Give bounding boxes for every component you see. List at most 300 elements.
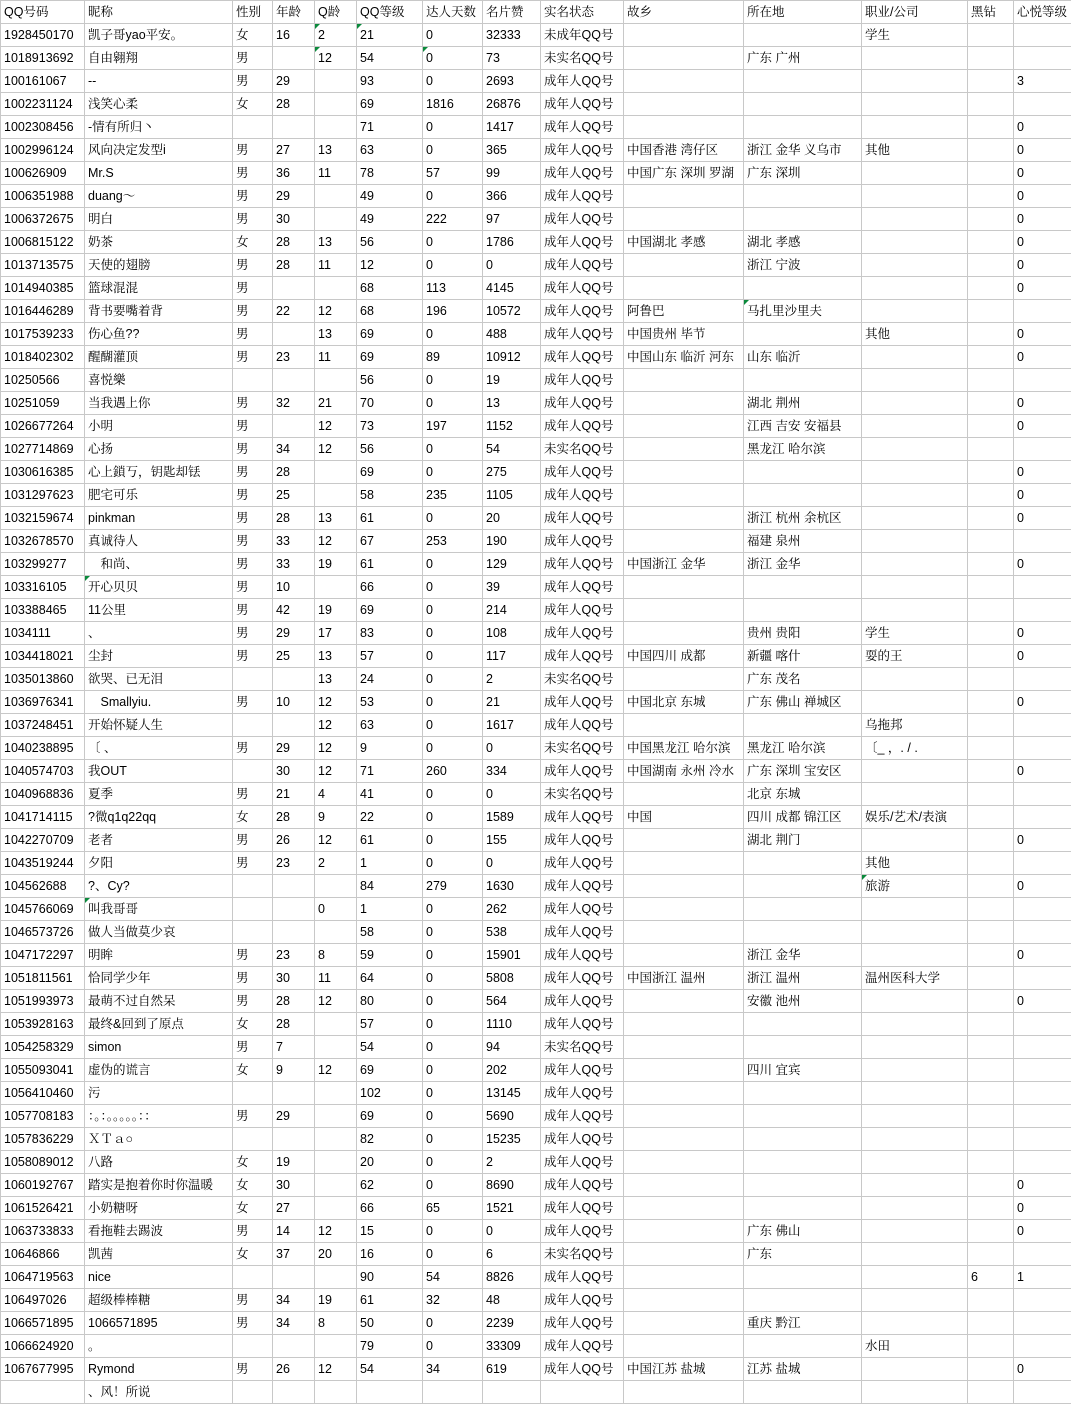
cell-r41-c13[interactable] (1014, 967, 1071, 990)
cell-r39-c0[interactable]: 1046573726 (1, 921, 85, 944)
cell-r55-c8[interactable]: 成年人QQ号 (541, 1289, 624, 1312)
cell-r37-c9[interactable] (624, 875, 744, 898)
cell-r23-c10[interactable]: 浙江 金华 (744, 553, 862, 576)
cell-r18-c12[interactable] (968, 438, 1014, 461)
cell-r37-c11[interactable]: 旅游 (862, 875, 968, 898)
table-row[interactable] (1, 760, 1071, 783)
table-row[interactable] (1, 829, 1071, 852)
cell-r37-c10[interactable] (744, 875, 862, 898)
cell-r18-c0[interactable]: 1027714869 (1, 438, 85, 461)
cell-r39-c9[interactable] (624, 921, 744, 944)
cell-r59-c1[interactable]: 、风！所说 (85, 1381, 233, 1404)
cell-r9-c10[interactable]: 湖北 孝感 (744, 231, 862, 254)
cell-r58-c4[interactable]: 12 (315, 1358, 357, 1381)
cell-r27-c8[interactable]: 成年人QQ号 (541, 645, 624, 668)
cell-r42-c13[interactable]: 0 (1014, 990, 1071, 1013)
cell-r12-c10[interactable]: 马扎里沙里夫 (744, 300, 862, 323)
cell-r4-c10[interactable] (744, 116, 862, 139)
cell-r8-c7[interactable]: 97 (483, 208, 541, 231)
cell-r44-c13[interactable] (1014, 1036, 1071, 1059)
cell-r13-c8[interactable]: 成年人QQ号 (541, 323, 624, 346)
cell-r42-c12[interactable] (968, 990, 1014, 1013)
cell-r35-c8[interactable]: 成年人QQ号 (541, 829, 624, 852)
cell-r43-c6[interactable]: 0 (423, 1013, 483, 1036)
cell-r7-c5[interactable]: 49 (357, 185, 423, 208)
cell-r14-c3[interactable]: 23 (273, 346, 315, 369)
cell-r19-c13[interactable]: 0 (1014, 461, 1071, 484)
table-row[interactable] (1, 875, 1071, 898)
cell-r46-c1[interactable]: 污 (85, 1082, 233, 1105)
cell-r37-c3[interactable] (273, 875, 315, 898)
cell-r24-c1[interactable]: 开心贝贝 (85, 576, 233, 599)
cell-r45-c3[interactable]: 9 (273, 1059, 315, 1082)
cell-r41-c11[interactable]: 温州医科大学 (862, 967, 968, 990)
cell-r5-c8[interactable]: 成年人QQ号 (541, 139, 624, 162)
cell-r24-c3[interactable]: 10 (273, 576, 315, 599)
table-row[interactable] (1, 1335, 1071, 1358)
cell-r44-c5[interactable]: 54 (357, 1036, 423, 1059)
cell-r14-c12[interactable] (968, 346, 1014, 369)
cell-r35-c6[interactable]: 0 (423, 829, 483, 852)
cell-r18-c7[interactable]: 54 (483, 438, 541, 461)
cell-r4-c11[interactable] (862, 116, 968, 139)
cell-r37-c5[interactable]: 84 (357, 875, 423, 898)
cell-r46-c4[interactable] (315, 1082, 357, 1105)
cell-r54-c2[interactable] (233, 1266, 273, 1289)
cell-r31-c11[interactable]: 〔_ ，. / . (862, 737, 968, 760)
cell-r47-c8[interactable]: 成年人QQ号 (541, 1105, 624, 1128)
cell-r9-c2[interactable]: 女 (233, 231, 273, 254)
cell-r31-c8[interactable]: 未实名QQ号 (541, 737, 624, 760)
cell-r17-c1[interactable]: 小明 (85, 415, 233, 438)
cell-r47-c0[interactable]: 1057708183 (1, 1105, 85, 1128)
cell-r3-c4[interactable] (315, 93, 357, 116)
cell-r5-c11[interactable]: 其他 (862, 139, 968, 162)
cell-r34-c5[interactable]: 22 (357, 806, 423, 829)
cell-r30-c12[interactable] (968, 714, 1014, 737)
cell-r11-c11[interactable] (862, 277, 968, 300)
cell-r17-c3[interactable] (273, 415, 315, 438)
cell-r51-c8[interactable]: 成年人QQ号 (541, 1197, 624, 1220)
cell-r43-c3[interactable]: 28 (273, 1013, 315, 1036)
cell-r42-c1[interactable]: 最萌不过自然呆 (85, 990, 233, 1013)
cell-r18-c2[interactable]: 男 (233, 438, 273, 461)
cell-r47-c2[interactable]: 男 (233, 1105, 273, 1128)
cell-r32-c12[interactable] (968, 760, 1014, 783)
cell-r39-c6[interactable]: 0 (423, 921, 483, 944)
cell-r27-c5[interactable]: 57 (357, 645, 423, 668)
cell-r12-c1[interactable]: 背书要嘴着背 (85, 300, 233, 323)
cell-r23-c1[interactable]: 和尚、 (85, 553, 233, 576)
cell-r17-c6[interactable]: 197 (423, 415, 483, 438)
cell-r56-c6[interactable]: 0 (423, 1312, 483, 1335)
cell-r38-c6[interactable]: 0 (423, 898, 483, 921)
cell-r21-c2[interactable]: 男 (233, 507, 273, 530)
cell-r55-c3[interactable]: 34 (273, 1289, 315, 1312)
cell-r54-c1[interactable]: nice (85, 1266, 233, 1289)
cell-r9-c4[interactable]: 13 (315, 231, 357, 254)
cell-r37-c1[interactable]: ?、Cy? (85, 875, 233, 898)
cell-r58-c7[interactable]: 619 (483, 1358, 541, 1381)
cell-r24-c10[interactable] (744, 576, 862, 599)
cell-r48-c11[interactable] (862, 1128, 968, 1151)
cell-r19-c9[interactable] (624, 461, 744, 484)
cell-r40-c9[interactable] (624, 944, 744, 967)
cell-r46-c8[interactable]: 成年人QQ号 (541, 1082, 624, 1105)
table-row[interactable] (1, 1174, 1071, 1197)
cell-r44-c10[interactable] (744, 1036, 862, 1059)
cell-r50-c3[interactable]: 30 (273, 1174, 315, 1197)
cell-r31-c10[interactable]: 黑龙江 哈尔滨 (744, 737, 862, 760)
cell-r56-c8[interactable]: 成年人QQ号 (541, 1312, 624, 1335)
column-header-11[interactable]: 职业/公司 (862, 1, 968, 24)
cell-r28-c11[interactable] (862, 668, 968, 691)
cell-r0-c2[interactable]: 女 (233, 24, 273, 47)
cell-r23-c13[interactable]: 0 (1014, 553, 1071, 576)
cell-r30-c1[interactable]: 开始怀疑人生 (85, 714, 233, 737)
cell-r43-c9[interactable] (624, 1013, 744, 1036)
cell-r57-c4[interactable] (315, 1335, 357, 1358)
cell-r50-c13[interactable]: 0 (1014, 1174, 1071, 1197)
cell-r31-c2[interactable]: 男 (233, 737, 273, 760)
cell-r49-c7[interactable]: 2 (483, 1151, 541, 1174)
table-row[interactable] (1, 208, 1071, 231)
cell-r23-c12[interactable] (968, 553, 1014, 576)
cell-r32-c11[interactable] (862, 760, 968, 783)
cell-r4-c3[interactable] (273, 116, 315, 139)
cell-r18-c8[interactable]: 未实名QQ号 (541, 438, 624, 461)
cell-r11-c4[interactable] (315, 277, 357, 300)
cell-r6-c6[interactable]: 57 (423, 162, 483, 185)
cell-r48-c2[interactable] (233, 1128, 273, 1151)
cell-r41-c6[interactable]: 0 (423, 967, 483, 990)
cell-r45-c7[interactable]: 202 (483, 1059, 541, 1082)
cell-r24-c7[interactable]: 39 (483, 576, 541, 599)
cell-r33-c3[interactable]: 21 (273, 783, 315, 806)
cell-r24-c11[interactable] (862, 576, 968, 599)
cell-r45-c9[interactable] (624, 1059, 744, 1082)
cell-r6-c9[interactable]: 中国广东 深圳 罗湖 (624, 162, 744, 185)
cell-r21-c10[interactable]: 浙江 杭州 余杭区 (744, 507, 862, 530)
cell-r51-c5[interactable]: 66 (357, 1197, 423, 1220)
cell-r44-c3[interactable]: 7 (273, 1036, 315, 1059)
cell-r39-c7[interactable]: 538 (483, 921, 541, 944)
column-header-10[interactable]: 所在地 (744, 1, 862, 24)
cell-r27-c9[interactable]: 中国四川 成都 (624, 645, 744, 668)
cell-r12-c7[interactable]: 10572 (483, 300, 541, 323)
cell-r26-c2[interactable]: 男 (233, 622, 273, 645)
cell-r30-c9[interactable] (624, 714, 744, 737)
cell-r53-c6[interactable]: 0 (423, 1243, 483, 1266)
cell-r31-c7[interactable]: 0 (483, 737, 541, 760)
cell-r29-c13[interactable]: 0 (1014, 691, 1071, 714)
cell-r36-c0[interactable]: 1043519244 (1, 852, 85, 875)
cell-r43-c5[interactable]: 57 (357, 1013, 423, 1036)
cell-r50-c10[interactable] (744, 1174, 862, 1197)
cell-r54-c10[interactable] (744, 1266, 862, 1289)
cell-r10-c10[interactable]: 浙江 宁波 (744, 254, 862, 277)
cell-r26-c1[interactable]: 、 (85, 622, 233, 645)
table-row[interactable] (1, 783, 1071, 806)
column-header-0[interactable]: QQ号码 (1, 1, 85, 24)
cell-r36-c3[interactable]: 23 (273, 852, 315, 875)
cell-r5-c4[interactable]: 13 (315, 139, 357, 162)
cell-r57-c0[interactable]: 1066624920 (1, 1335, 85, 1358)
cell-r24-c6[interactable]: 0 (423, 576, 483, 599)
cell-r16-c3[interactable]: 32 (273, 392, 315, 415)
cell-r58-c11[interactable] (862, 1358, 968, 1381)
cell-r8-c13[interactable]: 0 (1014, 208, 1071, 231)
cell-r57-c5[interactable]: 79 (357, 1335, 423, 1358)
cell-r9-c9[interactable]: 中国湖北 孝感 (624, 231, 744, 254)
table-row[interactable] (1, 806, 1071, 829)
cell-r34-c8[interactable]: 成年人QQ号 (541, 806, 624, 829)
cell-r53-c5[interactable]: 16 (357, 1243, 423, 1266)
cell-r32-c0[interactable]: 1040574703 (1, 760, 85, 783)
cell-r12-c4[interactable]: 12 (315, 300, 357, 323)
cell-r1-c3[interactable] (273, 47, 315, 70)
cell-r28-c4[interactable]: 13 (315, 668, 357, 691)
cell-r30-c4[interactable]: 12 (315, 714, 357, 737)
cell-r36-c1[interactable]: 夕阳 (85, 852, 233, 875)
table-row[interactable] (1, 461, 1071, 484)
cell-r20-c4[interactable] (315, 484, 357, 507)
cell-r29-c8[interactable]: 成年人QQ号 (541, 691, 624, 714)
cell-r12-c0[interactable]: 1016446289 (1, 300, 85, 323)
cell-r53-c1[interactable]: 凯茜 (85, 1243, 233, 1266)
table-row[interactable] (1, 277, 1071, 300)
cell-r46-c6[interactable]: 0 (423, 1082, 483, 1105)
cell-r39-c8[interactable]: 成年人QQ号 (541, 921, 624, 944)
cell-r28-c7[interactable]: 2 (483, 668, 541, 691)
cell-r39-c3[interactable] (273, 921, 315, 944)
cell-r58-c0[interactable]: 1067677995 (1, 1358, 85, 1381)
cell-r59-c13[interactable] (1014, 1381, 1071, 1404)
cell-r56-c7[interactable]: 2239 (483, 1312, 541, 1335)
cell-r3-c12[interactable] (968, 93, 1014, 116)
cell-r3-c10[interactable] (744, 93, 862, 116)
cell-r50-c4[interactable] (315, 1174, 357, 1197)
cell-r26-c6[interactable]: 0 (423, 622, 483, 645)
cell-r8-c8[interactable]: 成年人QQ号 (541, 208, 624, 231)
cell-r49-c5[interactable]: 20 (357, 1151, 423, 1174)
cell-r33-c11[interactable] (862, 783, 968, 806)
cell-r33-c5[interactable]: 41 (357, 783, 423, 806)
cell-r16-c11[interactable] (862, 392, 968, 415)
cell-r42-c9[interactable] (624, 990, 744, 1013)
cell-r47-c13[interactable] (1014, 1105, 1071, 1128)
cell-r8-c5[interactable]: 49 (357, 208, 423, 231)
table-row[interactable] (1, 576, 1071, 599)
cell-r53-c11[interactable] (862, 1243, 968, 1266)
cell-r15-c3[interactable] (273, 369, 315, 392)
cell-r29-c6[interactable]: 0 (423, 691, 483, 714)
cell-r57-c12[interactable] (968, 1335, 1014, 1358)
cell-r57-c6[interactable]: 0 (423, 1335, 483, 1358)
cell-r20-c10[interactable] (744, 484, 862, 507)
cell-r56-c5[interactable]: 50 (357, 1312, 423, 1335)
cell-r40-c7[interactable]: 15901 (483, 944, 541, 967)
cell-r26-c3[interactable]: 29 (273, 622, 315, 645)
cell-r25-c11[interactable] (862, 599, 968, 622)
cell-r25-c13[interactable] (1014, 599, 1071, 622)
cell-r52-c3[interactable]: 14 (273, 1220, 315, 1243)
cell-r15-c8[interactable]: 成年人QQ号 (541, 369, 624, 392)
cell-r15-c7[interactable]: 19 (483, 369, 541, 392)
cell-r21-c4[interactable]: 13 (315, 507, 357, 530)
cell-r28-c3[interactable] (273, 668, 315, 691)
cell-r17-c13[interactable]: 0 (1014, 415, 1071, 438)
cell-r46-c9[interactable] (624, 1082, 744, 1105)
cell-r18-c6[interactable]: 0 (423, 438, 483, 461)
cell-r33-c1[interactable]: 夏季 (85, 783, 233, 806)
cell-r35-c2[interactable]: 男 (233, 829, 273, 852)
cell-r8-c2[interactable]: 男 (233, 208, 273, 231)
cell-r16-c10[interactable]: 湖北 荆州 (744, 392, 862, 415)
cell-r3-c1[interactable]: 浅笑心柔 (85, 93, 233, 116)
cell-r19-c11[interactable] (862, 461, 968, 484)
cell-r41-c2[interactable]: 男 (233, 967, 273, 990)
cell-r20-c8[interactable]: 成年人QQ号 (541, 484, 624, 507)
cell-r13-c4[interactable]: 13 (315, 323, 357, 346)
cell-r55-c1[interactable]: 超级棒棒糖 (85, 1289, 233, 1312)
cell-r47-c7[interactable]: 5690 (483, 1105, 541, 1128)
cell-r24-c4[interactable] (315, 576, 357, 599)
table-row[interactable] (1, 438, 1071, 461)
table-row[interactable] (1, 1128, 1071, 1151)
cell-r16-c0[interactable]: 10251059 (1, 392, 85, 415)
cell-r8-c4[interactable] (315, 208, 357, 231)
cell-r54-c9[interactable] (624, 1266, 744, 1289)
cell-r55-c12[interactable] (968, 1289, 1014, 1312)
cell-r45-c12[interactable] (968, 1059, 1014, 1082)
cell-r55-c7[interactable]: 48 (483, 1289, 541, 1312)
cell-r38-c9[interactable] (624, 898, 744, 921)
cell-r37-c2[interactable] (233, 875, 273, 898)
cell-r29-c10[interactable]: 广东 佛山 禅城区 (744, 691, 862, 714)
cell-r29-c7[interactable]: 21 (483, 691, 541, 714)
cell-r54-c11[interactable] (862, 1266, 968, 1289)
table-row[interactable] (1, 185, 1071, 208)
cell-r0-c13[interactable] (1014, 24, 1071, 47)
cell-r57-c8[interactable]: 成年人QQ号 (541, 1335, 624, 1358)
cell-r4-c8[interactable]: 成年人QQ号 (541, 116, 624, 139)
cell-r58-c3[interactable]: 26 (273, 1358, 315, 1381)
cell-r36-c6[interactable]: 0 (423, 852, 483, 875)
cell-r12-c9[interactable]: 阿鲁巴 (624, 300, 744, 323)
cell-r38-c3[interactable] (273, 898, 315, 921)
table-row[interactable] (1, 1105, 1071, 1128)
cell-r25-c6[interactable]: 0 (423, 599, 483, 622)
cell-r9-c1[interactable]: 奶茶 (85, 231, 233, 254)
cell-r47-c10[interactable] (744, 1105, 862, 1128)
cell-r7-c7[interactable]: 366 (483, 185, 541, 208)
table-row[interactable] (1, 116, 1071, 139)
cell-r31-c4[interactable]: 12 (315, 737, 357, 760)
cell-r50-c2[interactable]: 女 (233, 1174, 273, 1197)
table-row[interactable] (1, 300, 1071, 323)
cell-r8-c11[interactable] (862, 208, 968, 231)
cell-r52-c6[interactable]: 0 (423, 1220, 483, 1243)
cell-r48-c13[interactable] (1014, 1128, 1071, 1151)
cell-r29-c4[interactable]: 12 (315, 691, 357, 714)
cell-r23-c5[interactable]: 61 (357, 553, 423, 576)
cell-r14-c8[interactable]: 成年人QQ号 (541, 346, 624, 369)
cell-r52-c5[interactable]: 15 (357, 1220, 423, 1243)
cell-r44-c0[interactable]: 1054258329 (1, 1036, 85, 1059)
cell-r28-c6[interactable]: 0 (423, 668, 483, 691)
cell-r40-c5[interactable]: 59 (357, 944, 423, 967)
cell-r43-c4[interactable] (315, 1013, 357, 1036)
cell-r43-c12[interactable] (968, 1013, 1014, 1036)
cell-r36-c11[interactable]: 其他 (862, 852, 968, 875)
cell-r7-c6[interactable]: 0 (423, 185, 483, 208)
cell-r49-c3[interactable]: 19 (273, 1151, 315, 1174)
cell-r52-c1[interactable]: 看拖鞋去踢波 (85, 1220, 233, 1243)
cell-r45-c5[interactable]: 69 (357, 1059, 423, 1082)
cell-r54-c13[interactable]: 1 (1014, 1266, 1071, 1289)
cell-r27-c0[interactable]: 1034418021 (1, 645, 85, 668)
cell-r5-c12[interactable] (968, 139, 1014, 162)
cell-r38-c12[interactable] (968, 898, 1014, 921)
cell-r35-c5[interactable]: 61 (357, 829, 423, 852)
cell-r4-c2[interactable] (233, 116, 273, 139)
cell-r48-c8[interactable]: 成年人QQ号 (541, 1128, 624, 1151)
cell-r15-c6[interactable]: 0 (423, 369, 483, 392)
cell-r2-c11[interactable] (862, 70, 968, 93)
cell-r43-c7[interactable]: 1110 (483, 1013, 541, 1036)
cell-r35-c10[interactable]: 湖北 荆门 (744, 829, 862, 852)
cell-r21-c6[interactable]: 0 (423, 507, 483, 530)
cell-r33-c2[interactable]: 男 (233, 783, 273, 806)
cell-r10-c6[interactable]: 0 (423, 254, 483, 277)
cell-r12-c12[interactable] (968, 300, 1014, 323)
cell-r56-c3[interactable]: 34 (273, 1312, 315, 1335)
cell-r26-c8[interactable]: 成年人QQ号 (541, 622, 624, 645)
cell-r46-c11[interactable] (862, 1082, 968, 1105)
cell-r2-c4[interactable] (315, 70, 357, 93)
cell-r46-c13[interactable] (1014, 1082, 1071, 1105)
cell-r35-c9[interactable] (624, 829, 744, 852)
table-row[interactable] (1, 1220, 1071, 1243)
cell-r33-c10[interactable]: 北京 东城 (744, 783, 862, 806)
table-row[interactable] (1, 346, 1071, 369)
cell-r8-c9[interactable] (624, 208, 744, 231)
cell-r7-c0[interactable]: 1006351988 (1, 185, 85, 208)
cell-r41-c8[interactable]: 成年人QQ号 (541, 967, 624, 990)
cell-r26-c13[interactable]: 0 (1014, 622, 1071, 645)
cell-r22-c3[interactable]: 33 (273, 530, 315, 553)
cell-r22-c7[interactable]: 190 (483, 530, 541, 553)
cell-r5-c7[interactable]: 365 (483, 139, 541, 162)
cell-r40-c0[interactable]: 1047172297 (1, 944, 85, 967)
table-row[interactable] (1, 599, 1071, 622)
cell-r30-c0[interactable]: 1037248451 (1, 714, 85, 737)
cell-r49-c12[interactable] (968, 1151, 1014, 1174)
cell-r58-c1[interactable]: Rymond (85, 1358, 233, 1381)
cell-r34-c1[interactable]: ?微q1q22qq (85, 806, 233, 829)
cell-r42-c10[interactable]: 安徽 池州 (744, 990, 862, 1013)
table-row[interactable] (1, 1381, 1071, 1404)
cell-r53-c0[interactable]: 10646866 (1, 1243, 85, 1266)
cell-r40-c1[interactable]: 明眸 (85, 944, 233, 967)
column-header-2[interactable]: 性别 (233, 1, 273, 24)
cell-r22-c8[interactable]: 成年人QQ号 (541, 530, 624, 553)
cell-r26-c12[interactable] (968, 622, 1014, 645)
cell-r54-c4[interactable] (315, 1266, 357, 1289)
cell-r36-c2[interactable]: 男 (233, 852, 273, 875)
cell-r49-c6[interactable]: 0 (423, 1151, 483, 1174)
